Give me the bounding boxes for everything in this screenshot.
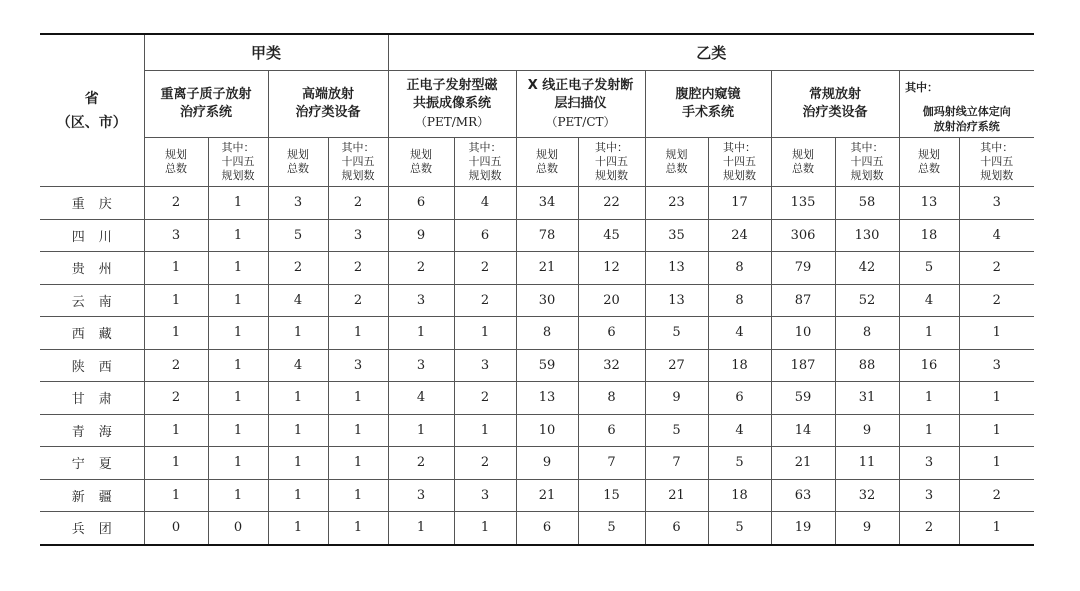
value-cell: 27 — [645, 349, 708, 382]
value-cell: 7 — [578, 447, 645, 480]
group-header-pet-mr — [388, 71, 516, 138]
subheader-line: 其中： — [595, 141, 629, 154]
group-header-conventional-radiotherapy — [771, 71, 899, 138]
value-cell: 9 — [516, 447, 578, 480]
value-cell: 3 — [144, 219, 208, 252]
group-header-line: 放射治疗系统 — [933, 120, 1000, 133]
subheader-line: 规划数 — [595, 169, 629, 182]
value-cell: 10 — [771, 317, 835, 350]
value-cell: 79 — [771, 252, 835, 285]
table-row — [40, 284, 1034, 317]
subheader-line: 十四五 — [221, 155, 255, 168]
value-cell: 8 — [708, 284, 771, 317]
value-cell: 1 — [208, 349, 268, 382]
value-cell: 18 — [708, 479, 771, 512]
group-header-line: 重离子质子放射 — [160, 87, 252, 102]
subheader-line: 规划 — [536, 148, 559, 161]
value-cell: 9 — [835, 512, 899, 545]
subheader-14th-plan — [328, 138, 388, 187]
value-cell: 1 — [208, 187, 268, 220]
value-cell: 1 — [388, 317, 454, 350]
value-cell: 6 — [454, 219, 516, 252]
value-cell: 23 — [645, 187, 708, 220]
value-cell: 2 — [454, 284, 516, 317]
province-name-cell: 宁夏 — [40, 447, 144, 480]
value-cell: 1 — [328, 382, 388, 415]
subheader-line: 十四五 — [723, 155, 757, 168]
value-cell: 1 — [144, 252, 208, 285]
value-cell: 42 — [835, 252, 899, 285]
value-cell: 3 — [388, 284, 454, 317]
value-cell: 19 — [771, 512, 835, 545]
table-row — [40, 252, 1034, 285]
value-cell: 2 — [268, 252, 328, 285]
value-cell: 1 — [268, 317, 328, 350]
subheader-line: 规划数 — [341, 169, 375, 182]
value-cell: 2 — [454, 382, 516, 415]
value-cell: 3 — [959, 349, 1034, 382]
province-region-label: （区、市） — [56, 114, 127, 131]
value-cell: 5 — [708, 447, 771, 480]
group-header-line: 伽玛射线立体定向 — [922, 105, 1011, 118]
value-cell: 6 — [388, 187, 454, 220]
value-cell: 13 — [645, 252, 708, 285]
value-cell: 18 — [899, 219, 959, 252]
table-body — [40, 187, 1034, 545]
table-row — [40, 447, 1034, 480]
value-cell: 12 — [578, 252, 645, 285]
value-cell: 1 — [454, 512, 516, 545]
value-cell: 7 — [645, 447, 708, 480]
subheader-line: 总数 — [536, 162, 559, 175]
value-cell: 187 — [771, 349, 835, 382]
subheader-line: 规划 — [918, 148, 941, 161]
value-cell: 1 — [328, 317, 388, 350]
value-cell: 306 — [771, 219, 835, 252]
value-cell: 59 — [516, 349, 578, 382]
value-cell: 1 — [144, 447, 208, 480]
value-cell: 2 — [328, 284, 388, 317]
value-cell: 13 — [516, 382, 578, 415]
province-name-cell: 兵团 — [40, 512, 144, 545]
value-cell: 2 — [388, 447, 454, 480]
value-cell: 3 — [268, 187, 328, 220]
subheader-line: 规划数 — [980, 169, 1014, 182]
value-cell: 8 — [516, 317, 578, 350]
value-cell: 34 — [516, 187, 578, 220]
subheader-line: 十四五 — [341, 155, 375, 168]
value-cell: 6 — [578, 317, 645, 350]
value-cell: 87 — [771, 284, 835, 317]
equipment-planning-table — [40, 33, 1034, 546]
province-label: 省 — [84, 90, 99, 107]
subheader-line: 总数 — [410, 162, 433, 175]
value-cell: 20 — [578, 284, 645, 317]
subheader-line: 规划数 — [221, 169, 255, 182]
value-cell: 21 — [516, 252, 578, 285]
value-cell: 130 — [835, 219, 899, 252]
value-cell: 5 — [645, 317, 708, 350]
value-cell: 1 — [268, 382, 328, 415]
province-name-cell: 青海 — [40, 414, 144, 447]
value-cell: 1 — [959, 512, 1034, 545]
subheader-line: 其中： — [341, 141, 375, 154]
value-cell: 5 — [645, 414, 708, 447]
value-cell: 3 — [899, 447, 959, 480]
value-cell: 18 — [708, 349, 771, 382]
value-cell: 135 — [771, 187, 835, 220]
value-cell: 2 — [899, 512, 959, 545]
group-header-gamma-knife — [899, 101, 1034, 138]
group-header-code: （PET/CT） — [545, 115, 616, 129]
value-cell: 15 — [578, 479, 645, 512]
value-cell: 1 — [959, 414, 1034, 447]
table-header — [40, 34, 1034, 187]
value-cell: 2 — [454, 252, 516, 285]
value-cell: 9 — [388, 219, 454, 252]
value-cell: 3 — [388, 479, 454, 512]
value-cell: 0 — [208, 512, 268, 545]
value-cell: 5 — [708, 512, 771, 545]
subheader-line: 总数 — [665, 162, 688, 175]
subheader-planned-total — [144, 138, 208, 187]
value-cell: 1 — [328, 414, 388, 447]
province-name-cell: 新疆 — [40, 479, 144, 512]
province-name-cell: 陕西 — [40, 349, 144, 382]
province-name-cell: 重庆 — [40, 187, 144, 220]
subheader-planned-total — [645, 138, 708, 187]
value-cell: 4 — [708, 317, 771, 350]
value-cell: 1 — [268, 479, 328, 512]
value-cell: 14 — [771, 414, 835, 447]
province-column-header — [40, 34, 144, 187]
value-cell: 4 — [268, 284, 328, 317]
value-cell: 2 — [328, 252, 388, 285]
value-cell: 4 — [708, 414, 771, 447]
value-cell: 1 — [388, 512, 454, 545]
value-cell: 16 — [899, 349, 959, 382]
subheader-14th-plan — [959, 138, 1034, 187]
province-name-cell: 甘肃 — [40, 382, 144, 415]
value-cell: 5 — [268, 219, 328, 252]
value-cell: 1 — [328, 479, 388, 512]
value-cell: 1 — [268, 414, 328, 447]
subheader-planned-total — [771, 138, 835, 187]
subheader-line: 十四五 — [850, 155, 884, 168]
table-row — [40, 512, 1034, 545]
group-header-line: 常规放射 — [809, 87, 862, 102]
value-cell: 0 — [144, 512, 208, 545]
subheader-line: 其中： — [723, 141, 757, 154]
value-cell: 1 — [268, 447, 328, 480]
value-cell: 21 — [645, 479, 708, 512]
value-cell: 45 — [578, 219, 645, 252]
province-name-cell: 四川 — [40, 219, 144, 252]
subheader-line: 规划 — [287, 148, 309, 161]
value-cell: 21 — [516, 479, 578, 512]
value-cell: 4 — [959, 219, 1034, 252]
value-cell: 4 — [388, 382, 454, 415]
subheader-line: 十四五 — [980, 155, 1014, 168]
group-header-line: X 线正电子发射断 — [527, 78, 634, 93]
subheader-line: 十四五 — [468, 155, 502, 168]
group-header-line: 治疗类设备 — [295, 105, 361, 120]
subheader-line: 其中： — [221, 141, 255, 154]
value-cell: 1 — [899, 317, 959, 350]
province-name-cell: 云南 — [40, 284, 144, 317]
value-cell: 2 — [328, 187, 388, 220]
subheader-14th-plan — [708, 138, 771, 187]
province-name-cell: 贵州 — [40, 252, 144, 285]
value-cell: 3 — [959, 187, 1034, 220]
value-cell: 5 — [899, 252, 959, 285]
value-cell: 2 — [959, 479, 1034, 512]
subheader-line: 总数 — [918, 162, 941, 175]
value-cell: 31 — [835, 382, 899, 415]
value-cell: 1 — [454, 317, 516, 350]
subheader-planned-total — [268, 138, 328, 187]
value-cell: 4 — [899, 284, 959, 317]
group-header-line: 治疗类设备 — [802, 105, 868, 120]
subheader-14th-plan — [578, 138, 645, 187]
value-cell: 1 — [208, 382, 268, 415]
subheader-row — [40, 138, 1034, 187]
value-cell: 6 — [645, 512, 708, 545]
table-row — [40, 349, 1034, 382]
value-cell: 4 — [268, 349, 328, 382]
value-cell: 1 — [208, 447, 268, 480]
planning-table-container — [40, 33, 1034, 546]
value-cell: 1 — [454, 414, 516, 447]
value-cell: 11 — [835, 447, 899, 480]
qizhong-label: 其中： — [905, 81, 939, 94]
value-cell: 17 — [708, 187, 771, 220]
group-header-line: 共振成像系统 — [413, 96, 492, 111]
value-cell: 6 — [708, 382, 771, 415]
group-header-line: 层扫描仪 — [554, 96, 607, 111]
subheader-line: 规划数 — [468, 169, 502, 182]
value-cell: 10 — [516, 414, 578, 447]
value-cell: 6 — [578, 414, 645, 447]
value-cell: 3 — [388, 349, 454, 382]
table-row — [40, 382, 1034, 415]
value-cell: 8 — [578, 382, 645, 415]
value-cell: 32 — [578, 349, 645, 382]
value-cell: 1 — [144, 479, 208, 512]
table-row — [40, 219, 1034, 252]
value-cell: 6 — [516, 512, 578, 545]
value-cell: 30 — [516, 284, 578, 317]
group-header-laparoscopic — [645, 71, 771, 138]
value-cell: 2 — [144, 349, 208, 382]
subheader-line: 总数 — [287, 162, 309, 175]
value-cell: 9 — [835, 414, 899, 447]
table-row — [40, 187, 1034, 220]
category-b-header: 乙类 — [388, 34, 1034, 71]
value-cell: 13 — [899, 187, 959, 220]
group-header-line: 治疗系统 — [179, 105, 232, 120]
value-cell: 1 — [144, 284, 208, 317]
value-cell: 22 — [578, 187, 645, 220]
subheader-line: 总数 — [165, 162, 187, 175]
subheader-line: 规划数 — [723, 169, 757, 182]
value-cell: 2 — [959, 284, 1034, 317]
value-cell: 3 — [899, 479, 959, 512]
value-cell: 24 — [708, 219, 771, 252]
category-a-header: 甲类 — [144, 34, 388, 71]
value-cell: 59 — [771, 382, 835, 415]
group-header-line: 手术系统 — [682, 105, 735, 120]
value-cell: 3 — [454, 349, 516, 382]
value-cell: 1 — [208, 317, 268, 350]
value-cell: 58 — [835, 187, 899, 220]
subheader-line: 规划 — [665, 148, 688, 161]
group-header-pet-ct — [516, 71, 645, 138]
value-cell: 2 — [454, 447, 516, 480]
subheader-planned-total — [388, 138, 454, 187]
value-cell: 35 — [645, 219, 708, 252]
value-cell: 1 — [899, 414, 959, 447]
value-cell: 8 — [835, 317, 899, 350]
value-cell: 3 — [328, 349, 388, 382]
group-header-code: （PET/MR） — [414, 115, 490, 129]
table-row — [40, 479, 1034, 512]
value-cell: 1 — [208, 219, 268, 252]
value-cell: 1 — [959, 317, 1034, 350]
value-cell: 21 — [771, 447, 835, 480]
value-cell: 2 — [144, 382, 208, 415]
value-cell: 52 — [835, 284, 899, 317]
value-cell: 8 — [708, 252, 771, 285]
group-header-high-end-radiotherapy — [268, 71, 388, 138]
subheader-line: 规划 — [165, 148, 187, 161]
subheader-14th-plan — [454, 138, 516, 187]
value-cell: 13 — [645, 284, 708, 317]
value-cell: 4 — [454, 187, 516, 220]
subheader-14th-plan — [208, 138, 268, 187]
subheader-line: 其中： — [980, 141, 1014, 154]
value-cell: 1 — [388, 414, 454, 447]
value-cell: 1 — [208, 414, 268, 447]
qizhong-header — [899, 71, 1034, 102]
value-cell: 5 — [578, 512, 645, 545]
subheader-14th-plan — [835, 138, 899, 187]
table-row — [40, 414, 1034, 447]
value-cell: 1 — [268, 512, 328, 545]
province-name-cell: 西藏 — [40, 317, 144, 350]
value-cell: 1 — [328, 512, 388, 545]
value-cell: 1 — [208, 252, 268, 285]
value-cell: 1 — [208, 479, 268, 512]
subheader-line: 规划 — [410, 148, 433, 161]
value-cell: 1 — [144, 317, 208, 350]
value-cell: 9 — [645, 382, 708, 415]
value-cell: 2 — [959, 252, 1034, 285]
value-cell: 3 — [454, 479, 516, 512]
value-cell: 1 — [959, 382, 1034, 415]
subheader-line: 十四五 — [595, 155, 629, 168]
value-cell: 1 — [899, 382, 959, 415]
subheader-line: 总数 — [792, 162, 815, 175]
table-row — [40, 317, 1034, 350]
group-header-line: 高端放射 — [302, 87, 355, 102]
group-header-line: 腹腔内窥镜 — [675, 87, 741, 102]
subheader-line: 其中： — [468, 141, 502, 154]
value-cell: 1 — [328, 447, 388, 480]
subheader-planned-total — [899, 138, 959, 187]
value-cell: 63 — [771, 479, 835, 512]
value-cell: 1 — [959, 447, 1034, 480]
value-cell: 1 — [208, 284, 268, 317]
subheader-line: 其中： — [850, 141, 884, 154]
subheader-planned-total — [516, 138, 578, 187]
subheader-line: 规划数 — [850, 169, 884, 182]
value-cell: 2 — [388, 252, 454, 285]
group-header-line: 正电子发射型磁 — [406, 78, 498, 93]
group-header-heavy-ion — [144, 71, 268, 138]
value-cell: 78 — [516, 219, 578, 252]
value-cell: 3 — [328, 219, 388, 252]
value-cell: 32 — [835, 479, 899, 512]
value-cell: 1 — [144, 414, 208, 447]
value-cell: 2 — [144, 187, 208, 220]
subheader-line: 规划 — [792, 148, 815, 161]
value-cell: 88 — [835, 349, 899, 382]
